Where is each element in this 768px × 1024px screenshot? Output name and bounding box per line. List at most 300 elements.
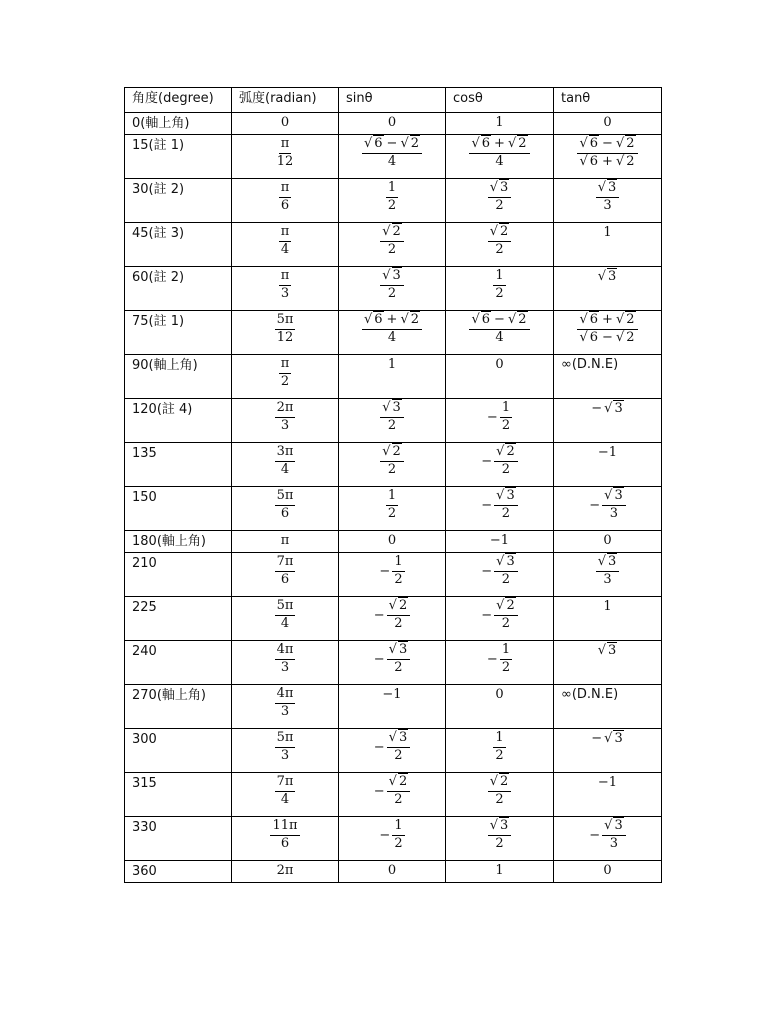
sqrt-symbol: √ 3 [388,642,408,657]
radian-cell [232,773,339,817]
tan-cell [554,553,662,597]
tan-cell: 0 [554,113,662,135]
table-row [125,355,662,399]
fraction [279,357,292,390]
sqrt-symbol: √ 3 [597,269,617,284]
fraction [275,775,296,808]
radian-cell [232,597,339,641]
radian-cell [232,267,339,311]
fraction [596,181,620,214]
fraction-numerator: π [279,181,292,198]
minus-sign: − [481,497,493,513]
sqrt-symbol: √ 3 [382,400,401,415]
fraction [279,225,292,258]
fraction-denominator: 6 [280,505,290,521]
degree-cell: 330 [125,817,232,861]
fraction [387,643,411,676]
degree-cell: 150 [125,487,232,531]
fraction-numerator: √ 6 + √ 2 [577,313,637,330]
sqrt-symbol: √ 3 [604,488,623,503]
sin-cell [339,223,446,267]
radian-cell [232,223,339,267]
table-row [125,223,662,267]
fraction [392,555,404,588]
fraction-numerator: 3π [275,445,296,462]
fraction [577,313,637,346]
sqrt-symbol: √ 3 [388,730,408,745]
tan-cell: ∞(D.N.E) [554,685,662,729]
minus-sign: − [379,827,391,843]
degree-cell: 240 [125,641,232,685]
sqrt-symbol: √ 2 [400,312,420,327]
fraction-denominator: 2 [495,197,504,213]
fraction-numerator: 4π [275,687,296,704]
radian-cell [232,553,339,597]
fraction-denominator: 2 [394,835,403,851]
fraction-denominator: 2 [501,417,511,433]
fraction [275,401,296,434]
fraction [488,181,512,214]
fraction [380,401,404,434]
sqrt-symbol: √ 6 [363,312,383,327]
sin-cell: 0 [339,861,446,883]
cos-cell [446,311,554,355]
fraction-denominator: 12 [276,329,294,345]
degree-cell: 360 [125,861,232,883]
fraction-numerator [488,225,512,242]
sqrt-symbol: √ 2 [489,224,509,239]
fraction-denominator: √ 6 − √ 2 [579,329,635,345]
sin-cell [339,487,446,531]
fraction-denominator: 4 [280,241,290,257]
table-header-row [125,88,662,113]
fraction-numerator: 5π [275,313,296,330]
sqrt-symbol: √ 2 [615,153,635,169]
fraction [493,731,505,764]
fraction [386,489,398,522]
tan-cell: −1 [554,443,662,487]
fraction-denominator: 3 [280,659,290,675]
fraction [275,731,296,764]
fraction-denominator: 2 [495,285,504,301]
fraction-denominator: 4 [495,153,504,169]
fraction [275,445,296,478]
fraction [602,489,626,522]
fraction-denominator: 2 [501,571,511,587]
degree-cell: 45(註 3) [125,223,232,267]
fraction-numerator: 5π [275,731,296,748]
fraction-numerator: 1 [493,269,505,286]
fraction-denominator: 4 [280,461,290,477]
table-row [125,597,662,641]
tan-cell [554,487,662,531]
degree-cell: 180(軸上角) [125,531,232,553]
degree-cell: 15(註 1) [125,135,232,179]
cos-cell [446,179,554,223]
table-row [125,311,662,355]
fraction-numerator [596,555,620,572]
sqrt-symbol: √ 6 [579,312,599,327]
fraction-denominator: 3 [609,505,619,521]
cos-cell [446,641,554,685]
tan-cell [554,267,662,311]
fraction-denominator: 4 [387,329,397,345]
fraction-denominator: 2 [501,461,511,477]
fraction [387,731,411,764]
sqrt-symbol: √ 3 [597,554,617,569]
fraction-numerator [387,599,411,616]
fraction-denominator: 2 [495,747,504,763]
cos-cell: 1 [446,113,554,135]
fraction [275,687,296,720]
degree-cell: 315 [125,773,232,817]
sqrt-symbol: √ 3 [382,268,401,283]
cos-cell [446,817,554,861]
fraction-denominator: 2 [501,659,511,675]
fraction-numerator [596,181,620,198]
fraction [275,643,296,676]
tan-cell: − √ 3 [554,729,662,773]
sqrt-symbol: √ 2 [615,329,635,345]
fraction-denominator: 6 [280,571,290,587]
header-cos: cosθ [446,88,554,113]
table-row [125,487,662,531]
fraction-numerator: π [279,269,292,286]
cos-cell: 0 [446,355,554,399]
cos-cell [446,729,554,773]
radian-cell [232,487,339,531]
minus-sign: − [481,607,493,623]
radian-cell: 0 [232,113,339,135]
table-row [125,135,662,179]
table-row [125,179,662,223]
table-body [125,113,662,883]
fraction [494,555,518,588]
degree-cell: 225 [125,597,232,641]
sqrt-symbol: √ 6 [579,153,599,169]
tan-cell [554,135,662,179]
fraction-denominator: 3 [609,835,619,851]
sin-cell [339,267,446,311]
minus-sign: − [486,651,498,667]
fraction-denominator: 3 [280,703,290,719]
trig-values-table [124,87,662,883]
fraction [577,137,637,170]
sqrt-symbol: √ 2 [382,224,401,239]
cos-cell: 1 [446,861,554,883]
sqrt-symbol: √ 3 [489,818,509,833]
fraction-numerator: 1 [500,401,512,418]
fraction [386,181,398,214]
table-row [125,113,662,135]
fraction [362,313,422,346]
tan-cell [554,641,662,685]
fraction-denominator: 2 [280,373,290,389]
fraction-numerator [488,181,512,198]
fraction-denominator: 2 [394,791,403,807]
fraction-numerator [494,555,518,572]
fraction [494,599,518,632]
cos-cell [446,267,554,311]
table-row [125,817,662,861]
table-row [125,553,662,597]
radian-cell [232,399,339,443]
fraction-numerator [380,445,404,462]
sin-cell [339,597,446,641]
fraction-numerator: π [279,357,292,374]
fraction-denominator: 2 [387,241,397,257]
fraction [494,445,518,478]
fraction-denominator: 3 [280,285,290,301]
fraction-numerator [488,819,512,836]
fraction [387,599,411,632]
minus-sign: − [379,563,391,579]
sqrt-symbol: √ 2 [388,598,408,613]
radian-cell [232,135,339,179]
sin-cell: 1 [339,355,446,399]
sqrt-symbol: √ 6 [471,312,491,327]
radian-cell [232,817,339,861]
fraction-numerator: 1 [500,643,512,660]
fraction-denominator: 2 [495,241,504,257]
minus-sign: − [373,651,385,667]
fraction-denominator: 3 [603,571,612,587]
fraction [275,137,296,170]
radian-cell [232,641,339,685]
fraction [602,819,626,852]
cos-cell: −1 [446,531,554,553]
fraction-denominator: 2 [387,417,397,433]
sqrt-symbol: √ 2 [496,444,515,459]
sqrt-symbol: √ 2 [382,444,401,459]
fraction-denominator: 2 [394,747,403,763]
sqrt-symbol: √ 2 [400,136,420,151]
fraction-numerator [602,819,626,836]
fraction [275,555,296,588]
fraction-numerator: 1 [386,489,398,506]
sqrt-symbol: √ 2 [507,136,527,151]
sin-cell [339,179,446,223]
minus-sign: − [589,497,601,513]
fraction [275,599,296,632]
fraction-denominator: 2 [387,285,397,301]
radian-cell [232,311,339,355]
header-radian: 弧度(radian) [232,88,339,113]
sqrt-symbol: √ 2 [496,598,515,613]
radian-cell [232,685,339,729]
minus-sign: − [373,783,385,799]
table-row [125,443,662,487]
fraction-denominator: 4 [280,615,290,631]
fraction [493,269,505,302]
tan-cell: 0 [554,861,662,883]
fraction-numerator: √ 6 − √ 2 [469,313,529,330]
sin-cell [339,399,446,443]
fraction [494,489,518,522]
sin-cell [339,641,446,685]
fraction-denominator: 2 [501,505,511,521]
fraction [362,137,422,170]
fraction [380,225,404,258]
fraction [500,401,512,434]
fraction-denominator: 2 [495,791,504,807]
radian-cell [232,443,339,487]
table-row [125,861,662,883]
fraction-denominator: 4 [280,791,290,807]
table-row [125,531,662,553]
minus-sign: − [373,607,385,623]
cos-cell [446,135,554,179]
tan-cell: 0 [554,531,662,553]
minus-sign: − [481,453,493,469]
fraction [279,269,292,302]
tan-cell [554,311,662,355]
sqrt-symbol: √ 2 [615,136,635,151]
sqrt-symbol: √ 2 [388,774,408,789]
fraction-numerator: π [279,137,292,154]
fraction [387,775,411,808]
cos-cell [446,399,554,443]
fraction-denominator: 2 [387,197,397,213]
fraction-numerator: 2π [275,401,296,418]
degree-cell: 30(註 2) [125,179,232,223]
fraction-numerator [380,401,404,418]
fraction [275,313,296,346]
minus-sign: − [486,409,498,425]
fraction [469,313,529,346]
degree-cell: 210 [125,553,232,597]
fraction-denominator: 2 [387,505,397,521]
fraction-denominator: 6 [280,197,290,213]
fraction-numerator [387,643,411,660]
fraction [380,445,404,478]
degree-cell: 300 [125,729,232,773]
fraction-numerator [494,599,518,616]
table-row [125,729,662,773]
tan-cell: ∞(D.N.E) [554,355,662,399]
sqrt-symbol: √ 3 [597,180,617,195]
degree-cell: 120(註 4) [125,399,232,443]
fraction-denominator: 2 [387,461,397,477]
table-row [125,267,662,311]
fraction [270,819,299,852]
sqrt-symbol: √ 3 [604,818,623,833]
fraction-denominator: 3 [280,417,290,433]
fraction-denominator: 3 [603,197,612,213]
fraction-numerator: 1 [392,819,404,836]
fraction [500,643,512,676]
fraction-numerator: √ 6 + √ 2 [469,137,529,154]
minus-sign: − [589,827,601,843]
fraction [279,181,292,214]
table-row [125,641,662,685]
sin-cell [339,443,446,487]
minus-sign: − [481,563,493,579]
fraction-numerator [488,775,512,792]
radian-cell [232,179,339,223]
radian-cell [232,355,339,399]
degree-cell: 60(註 2) [125,267,232,311]
fraction [392,819,404,852]
sqrt-symbol: √ 3 [604,401,623,416]
tan-cell: −1 [554,773,662,817]
degree-cell: 75(註 1) [125,311,232,355]
cos-cell [446,597,554,641]
fraction-denominator: 2 [501,615,511,631]
fraction-denominator: 2 [394,571,403,587]
tan-cell [554,817,662,861]
fraction-numerator: 1 [493,731,505,748]
fraction [275,489,296,522]
sqrt-symbol: √ 6 [579,329,599,345]
sin-cell [339,553,446,597]
fraction-denominator: 6 [280,835,290,851]
radian-cell [232,729,339,773]
cos-cell [446,773,554,817]
fraction [596,555,620,588]
fraction-numerator: 1 [392,555,404,572]
fraction-numerator: 5π [275,489,296,506]
table-row [125,399,662,443]
fraction-numerator [494,489,518,506]
cos-cell [446,553,554,597]
fraction-numerator: 7π [275,555,296,572]
fraction [380,269,404,302]
sin-cell [339,135,446,179]
fraction-denominator: 2 [394,659,403,675]
sqrt-symbol: √ 6 [363,136,383,151]
fraction-denominator: 2 [394,615,403,631]
radian-cell: π [232,531,339,553]
fraction-numerator: √ 6 − √ 2 [577,137,637,154]
fraction-numerator: 7π [275,775,296,792]
tan-cell: 1 [554,597,662,641]
fraction-numerator [387,775,411,792]
tan-cell: 1 [554,223,662,267]
sin-cell [339,817,446,861]
fraction-denominator: √ 6 + √ 2 [579,153,635,169]
fraction-numerator [494,445,518,462]
tan-cell: − √ 3 [554,399,662,443]
table-row [125,773,662,817]
fraction-numerator: 1 [386,181,398,198]
fraction-denominator: 4 [495,329,504,345]
sin-cell [339,729,446,773]
fraction-numerator: √ 6 − √ 2 [362,137,422,154]
fraction-denominator: 2 [495,835,504,851]
fraction-denominator: 3 [280,747,290,763]
fraction-denominator: 4 [387,153,397,169]
header-degree: 角度(degree) [125,88,232,113]
sqrt-symbol: √ 3 [597,643,617,658]
fraction-numerator [380,269,404,286]
header-tan: tanθ [554,88,662,113]
degree-cell: 0(軸上角) [125,113,232,135]
radian-cell: 2π [232,861,339,883]
degree-cell: 135 [125,443,232,487]
table-row [125,685,662,729]
sqrt-symbol: √ 2 [615,312,635,327]
fraction-numerator [602,489,626,506]
fraction-numerator: 5π [275,599,296,616]
sqrt-symbol: √ 2 [489,774,509,789]
fraction-numerator: 11π [270,819,299,836]
fraction-numerator [380,225,404,242]
sin-cell: 0 [339,531,446,553]
sin-cell [339,773,446,817]
fraction-denominator: 12 [276,153,294,169]
sqrt-symbol: √ 2 [507,312,527,327]
